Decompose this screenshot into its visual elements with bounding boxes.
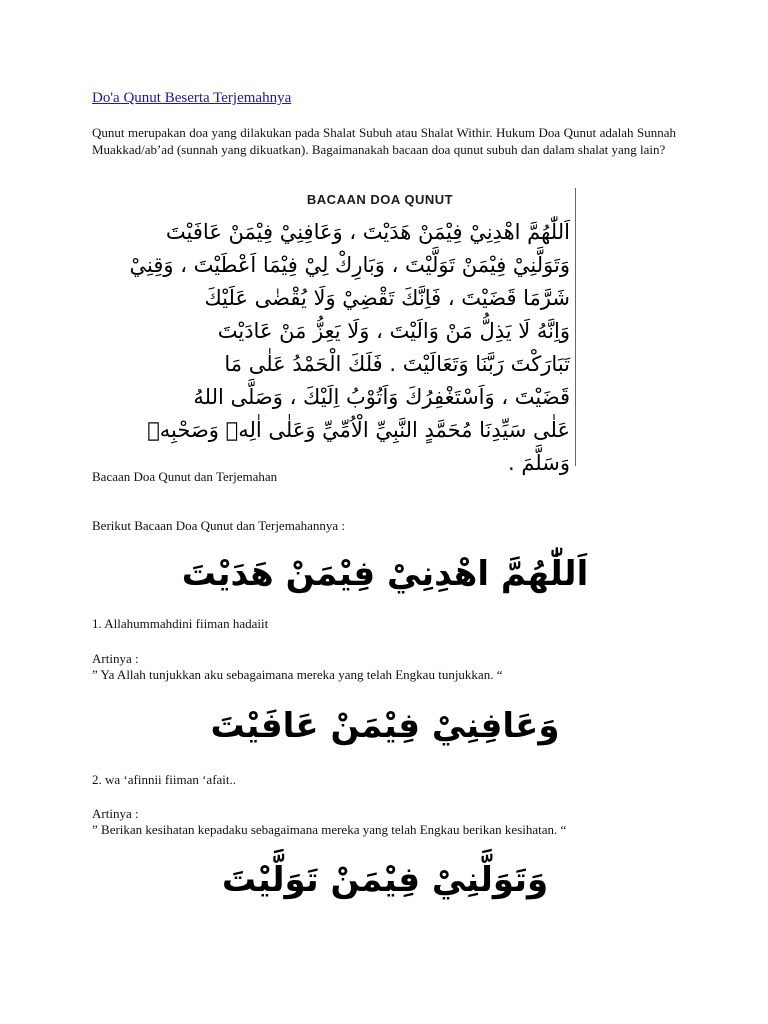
image-arabic-line: قَضَيْتَ ، وَاَسْتَغْفِرُكَ وَاَتُوْبُ اِلَيْكَ ، وَصَلَّى اللهُ	[193, 385, 570, 409]
intro-paragraph: Qunut merupakan doa yang dilakukan pada Shalat Subuh atau Shalat Withir. Hukum Doa Qunut adalah Sunnah Muakkad/ab’ad (sunnah yang dikuatkan). Bagaimanakah bacaan doa qunut subuh dan dalam shalat yang lain?	[92, 125, 676, 157]
verse-2-arabic: وَعَافِنِيْ فِيْمَنْ عَافَيْتَ	[210, 706, 560, 746]
verse-1-latin: 1. Allahummahdini fiiman hadaiit	[92, 616, 269, 631]
image-arabic-line: وَاِنَّهُ لَا يَذِلُّ مَنْ وَالَيْتَ ، وَلَا يَعِزُّ مَنْ عَادَيْتَ	[217, 319, 570, 343]
verse-2-artinya-label: Artinya :	[92, 806, 139, 821]
image-title: BACAAN DOA QUNUT	[306, 192, 454, 207]
image-arabic-line: وَسَلَّمَ .	[507, 451, 570, 475]
verse-2-meaning: ” Berikan kesihatan kepadaku sebagaimana mereka yang telah Engkau berikan kesihatan. “	[92, 822, 567, 837]
verse-1-artinya-label: Artinya :	[92, 651, 139, 666]
image-arabic-line: عَلٰى سَيِّدِنَا مُحَمَّدٍ النَّبِيِّ الْاُمِّيِّ وَعَلٰى اٰلِهٖ وَصَحْبِهٖ	[147, 418, 570, 442]
verse-1-arabic: اَللّٰهُمَّ اهْدِنِيْ فِيْمَنْ هَدَيْتَ	[181, 554, 589, 594]
article-title-link[interactable]: Do'a Qunut Beserta Terjemahnya	[92, 90, 292, 106]
image-border	[575, 188, 576, 466]
section-intro: Berikut Bacaan Doa Qunut dan Terjemahannya :	[92, 518, 345, 533]
verse-3-arabic: وَتَوَلَّنِيْ فِيْمَنْ تَوَلَّيْتَ	[221, 860, 549, 900]
image-arabic-line: اَللّٰهُمَّ اهْدِنِيْ فِيْمَنْ هَدَيْتَ ، وَعَافِنِيْ فِيْمَنْ عَافَيْتَ	[165, 220, 570, 244]
image-arabic-line: شَرَّمَا قَضَيْتَ ، فَاِنَّكَ تَقْضِيْ وَلَا يُقْضٰى عَلَيْكَ	[204, 286, 570, 310]
bacaan-doa-qunut-image	[129, 188, 578, 475]
image-arabic-line: تَبَارَكْتَ رَبَّنَا وَتَعَالَيْتَ . فَلَكَ الْحَمْدُ عَلٰى مَا	[224, 352, 570, 376]
verse-1-meaning: ” Ya Allah tunjukkan aku sebagaimana mereka yang telah Engkau tunjukkan. “	[92, 667, 503, 682]
verse-2-latin: 2. wa ‘afinnii fiiman ‘afait..	[92, 772, 237, 787]
image-caption: Bacaan Doa Qunut dan Terjemahan	[92, 469, 278, 484]
image-arabic-line: وَتَوَلَّنِيْ فِيْمَنْ تَوَلَّيْتَ ، وَبَارِكْ لِيْ فِيْمَا اَعْطَيْتَ ، وَقِنِيْ	[129, 253, 570, 277]
